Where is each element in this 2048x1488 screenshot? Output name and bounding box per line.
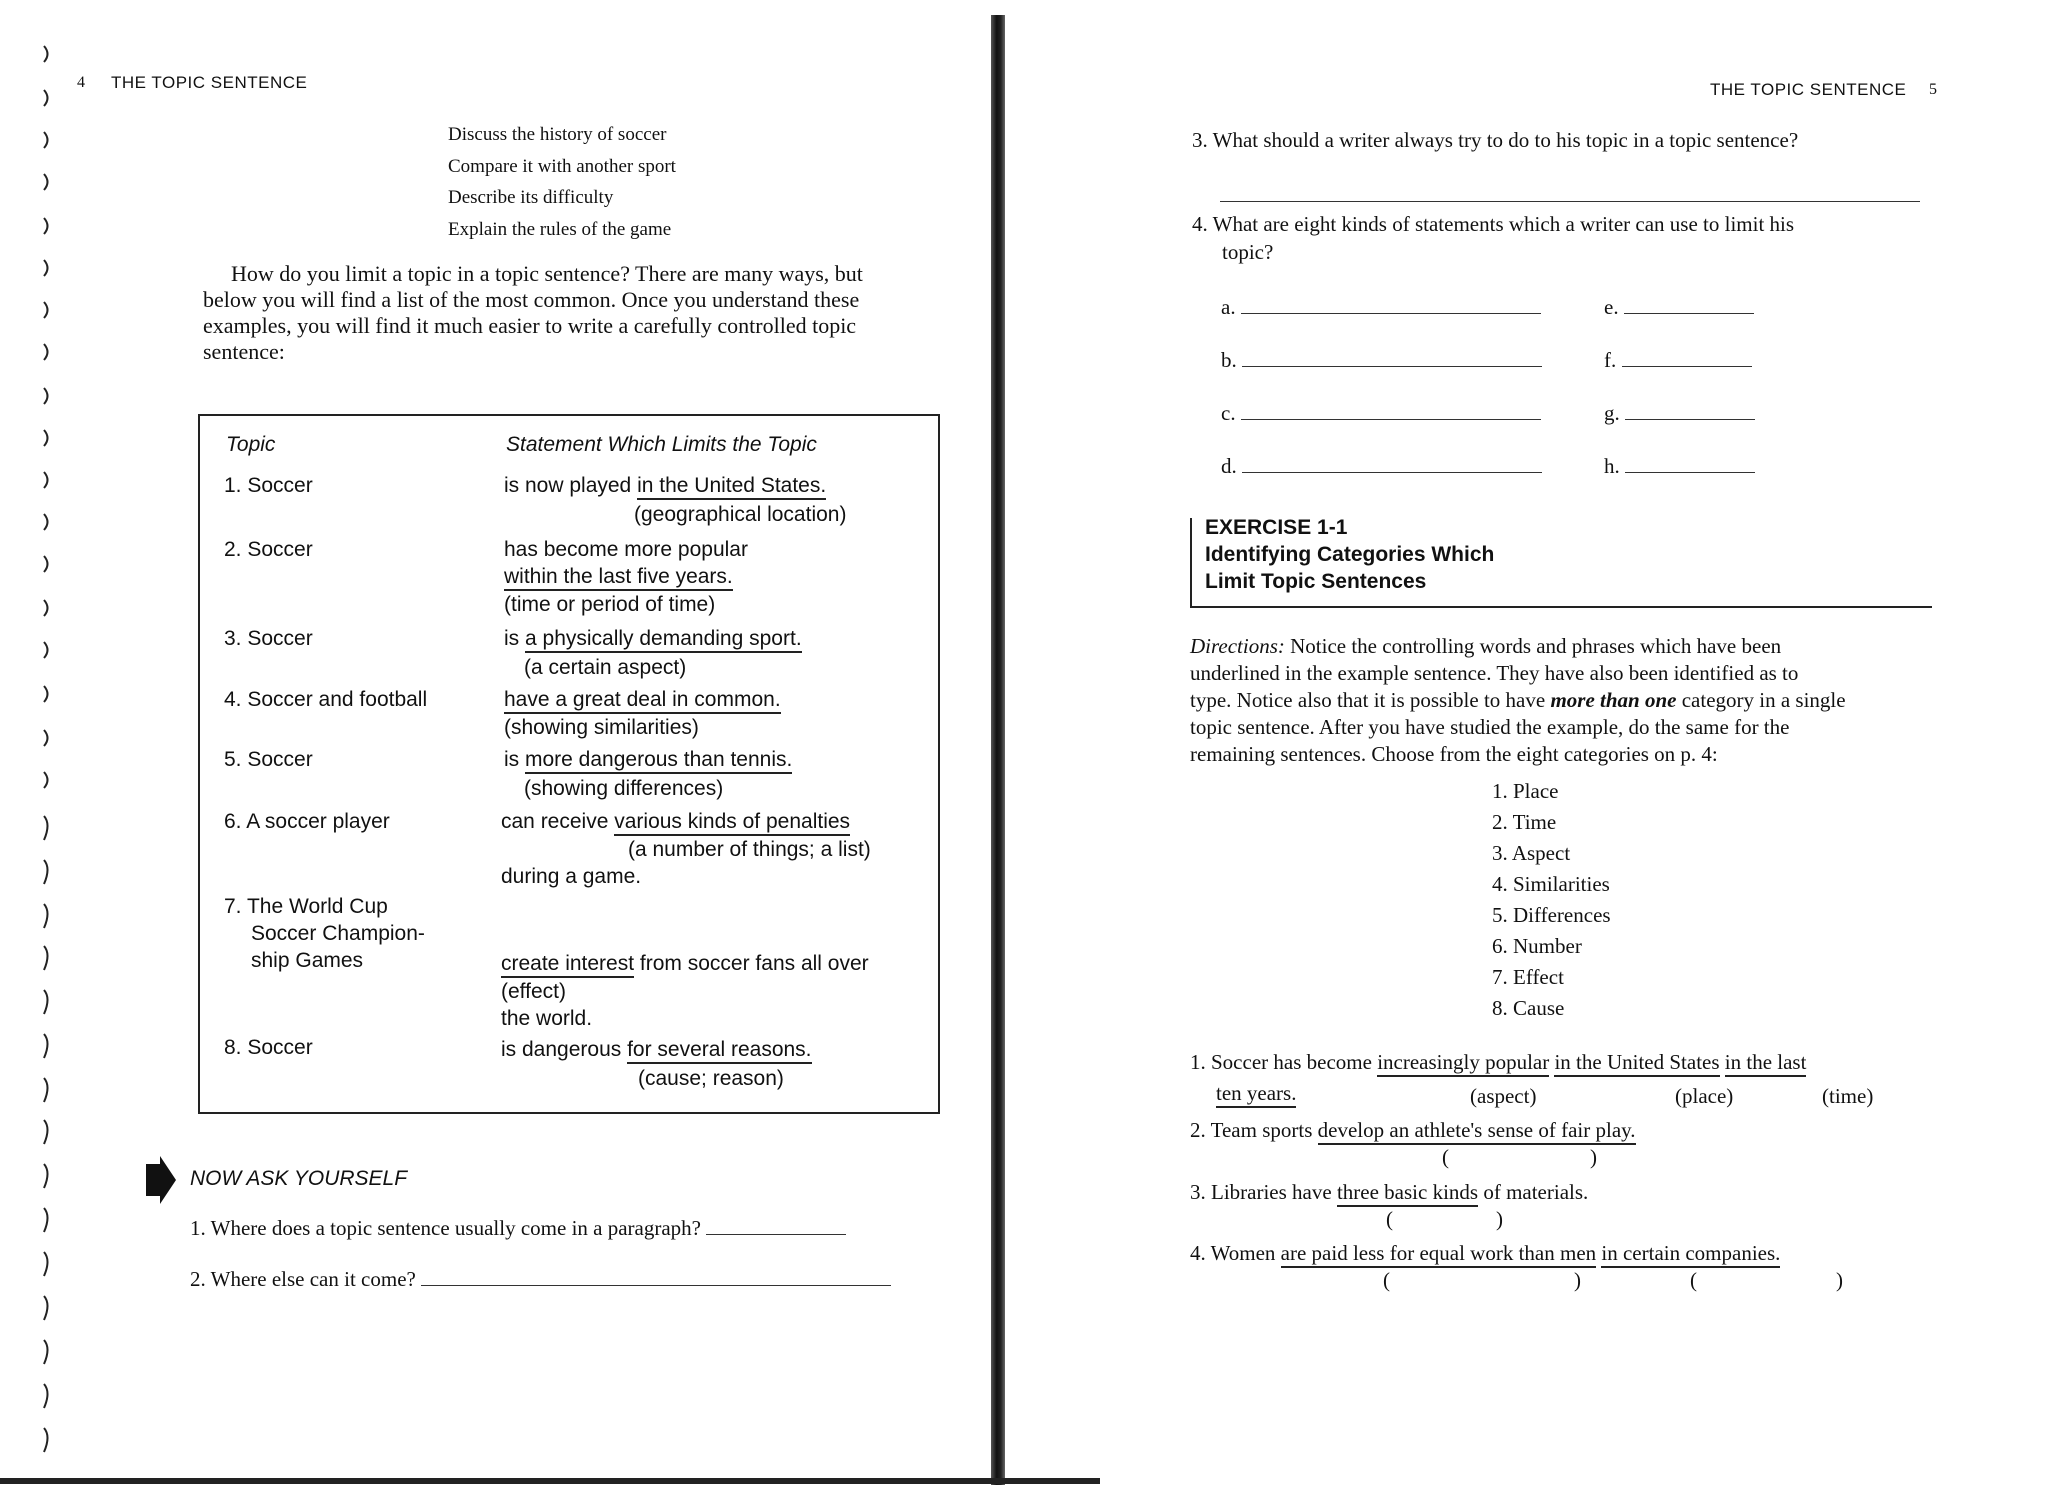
answer-blank[interactable]	[1624, 311, 1754, 314]
page-number: 5	[1929, 81, 1937, 98]
category-label: (geographical location)	[634, 503, 847, 526]
question	[190, 1216, 846, 1241]
close-paren: )	[1574, 1268, 1581, 1292]
list-item: Describe its difficulty	[448, 187, 614, 208]
row-topic: Soccer and football	[247, 688, 428, 711]
question-number: 1.	[190, 1216, 206, 1240]
question	[1192, 128, 1798, 153]
directions-label: Directions:	[1190, 634, 1285, 658]
underlined-phrase: in the last	[1725, 1050, 1807, 1077]
answer-blank[interactable]	[1625, 470, 1755, 473]
binding-ring-marks	[40, 40, 56, 1460]
statement-text: is	[504, 748, 525, 771]
blank-row	[1221, 348, 1542, 373]
underlined-phrase: three basic kinds	[1337, 1180, 1478, 1207]
list-item: 7. Effect	[1492, 965, 1564, 989]
category-label: (effect)	[501, 980, 566, 1003]
underlined-phrase: create interest	[501, 952, 634, 978]
underlined-phrase: in certain companies.	[1601, 1241, 1780, 1268]
running-header: THE TOPIC SENTENCE	[1710, 80, 1907, 99]
answer-blank[interactable]	[1242, 470, 1542, 473]
question-text: Where does a topic sentence usually come in a paragraph?	[210, 1216, 701, 1240]
close-paren: )	[1496, 1207, 1503, 1231]
category-label: (showing differences)	[524, 777, 724, 800]
underlined-phrase: have a great deal in common.	[504, 688, 781, 714]
close-paren: )	[1590, 1145, 1597, 1169]
category-label: (a number of things; a list)	[628, 838, 871, 861]
blank-letter: f.	[1604, 348, 1617, 372]
underlined-phrase: in the United States.	[637, 474, 826, 500]
list-item: 3. Aspect	[1492, 841, 1571, 865]
answer-blank[interactable]	[1622, 364, 1752, 367]
row-topic: Soccer	[247, 538, 313, 561]
paragraph-line: sentence:	[203, 339, 285, 364]
row-number: 7.	[224, 895, 242, 918]
list-item: 2. Time	[1492, 810, 1557, 834]
blank-row	[1604, 401, 1755, 426]
open-paren: (	[1442, 1145, 1449, 1169]
row-number: 5.	[224, 748, 242, 771]
answer-blank[interactable]	[421, 1283, 891, 1286]
row-topic: Soccer	[247, 474, 313, 497]
row-number: 3.	[224, 627, 242, 650]
sentence-number: 3.	[1190, 1180, 1206, 1204]
row-topic: Soccer	[247, 627, 313, 650]
paragraph-line: topic sentence. After you have studied the example, do the same for the	[1190, 715, 1790, 739]
exercise-title: EXERCISE 1-1	[1205, 516, 1348, 539]
paragraph-line: type. Notice also that it is possible to have	[1190, 688, 1551, 712]
blank-row	[1221, 401, 1541, 426]
row-topic: ship Games	[251, 949, 364, 972]
category-answer: (time)	[1822, 1084, 1874, 1108]
blank-letter: g.	[1604, 401, 1620, 425]
statement-text: during a game.	[501, 865, 642, 888]
ask-heading: NOW ASK YOURSELF	[190, 1167, 408, 1190]
question	[1192, 212, 1794, 237]
row-topic: Soccer	[247, 1036, 313, 1059]
arrow-icon	[144, 1154, 178, 1211]
page-bottom-edge	[0, 1478, 1100, 1484]
blank-row	[1604, 348, 1752, 373]
close-paren: )	[1836, 1268, 1843, 1292]
question-text: Where else can it come?	[210, 1267, 416, 1291]
blank-row	[1604, 295, 1754, 320]
paragraph-line: How do you limit a topic in a topic sentence? There are many ways, but	[231, 261, 863, 286]
row-number: 4.	[224, 688, 242, 711]
underlined-phrase: for several reasons.	[627, 1038, 811, 1064]
table-header-topic: Topic	[226, 433, 276, 456]
exercise-subtitle: Limit Topic Sentences	[1205, 570, 1427, 593]
answer-blank[interactable]	[1241, 311, 1541, 314]
book-gutter	[991, 15, 1005, 1485]
row-topic: A soccer player	[246, 810, 390, 833]
sentence-text: Women	[1210, 1241, 1281, 1265]
answer-blank[interactable]	[1242, 364, 1542, 367]
sentence-number: 1.	[1190, 1050, 1206, 1074]
exercise-subtitle: Identifying Categories Which	[1205, 543, 1495, 566]
question-number: 4.	[1192, 212, 1208, 236]
list-item: 5. Differences	[1492, 903, 1611, 927]
sentence-text: of materials.	[1478, 1180, 1589, 1204]
list-item: Explain the rules of the game	[448, 219, 672, 240]
statement-text: is now played	[504, 474, 638, 497]
row-topic: Soccer Champion-	[251, 922, 425, 945]
paragraph-line: Notice the controlling words and phrases which have been	[1284, 634, 1782, 658]
row-number: 8.	[224, 1036, 242, 1059]
sentence-number: 4.	[1190, 1241, 1206, 1265]
page-number: 4	[77, 74, 85, 91]
answer-blank[interactable]	[1220, 199, 1920, 202]
statement-text: has become more popular	[504, 538, 748, 561]
blank-letter: a.	[1221, 295, 1236, 319]
underlined-phrase: within the last five years.	[504, 565, 733, 591]
list-item: 8. Cause	[1492, 996, 1565, 1020]
underlined-phrase: a physically demanding sport.	[525, 627, 802, 653]
category-label: (cause; reason)	[638, 1067, 784, 1090]
statement-text: is dangerous	[501, 1038, 628, 1061]
underlined-phrase: in the United States	[1554, 1050, 1719, 1077]
list-item: 6. Number	[1492, 934, 1582, 958]
open-paren: (	[1690, 1268, 1697, 1292]
running-header: THE TOPIC SENTENCE	[111, 73, 308, 92]
question-number: 2.	[190, 1267, 206, 1291]
statement-text: the world.	[501, 1007, 593, 1030]
answer-blank[interactable]	[1241, 417, 1541, 420]
blank-letter: b.	[1221, 348, 1237, 372]
blank-row	[1604, 454, 1755, 479]
paragraph-line: category in a single	[1676, 688, 1846, 712]
paragraph-line: below you will find a list of the most common. Once you understand these	[203, 287, 860, 312]
row-number: 1.	[224, 474, 242, 497]
list-item: Discuss the history of soccer	[448, 124, 667, 145]
question	[190, 1267, 891, 1292]
statement-text: is	[504, 627, 525, 650]
underlined-phrase: more dangerous than tennis.	[525, 748, 792, 774]
open-paren: (	[1386, 1207, 1393, 1231]
sentence-text: Team sports	[1210, 1118, 1318, 1142]
sentence-text: Soccer has become	[1211, 1050, 1378, 1074]
list-item: Compare it with another sport	[448, 156, 676, 177]
answer-blank[interactable]	[706, 1232, 846, 1235]
row-topic: Soccer	[247, 748, 313, 771]
blank-letter: h.	[1604, 454, 1620, 478]
list-item: 4. Similarities	[1492, 872, 1610, 896]
category-label: (showing similarities)	[504, 716, 699, 739]
question-text: What should a writer always try to do to his topic in a topic sentence?	[1212, 128, 1799, 152]
blank-letter: d.	[1221, 454, 1237, 478]
blank-letter: c.	[1221, 401, 1236, 425]
row-number: 2.	[224, 538, 242, 561]
statement-text: from soccer fans all over	[634, 952, 869, 975]
underlined-phrase: increasingly popular	[1377, 1050, 1549, 1077]
category-label: (time or period of time)	[504, 593, 716, 616]
sentence-text: Libraries have	[1211, 1180, 1337, 1204]
category-label: (a certain aspect)	[524, 656, 687, 679]
open-paren: (	[1383, 1268, 1390, 1292]
question-text: What are eight kinds of statements which a writer can use to limit his	[1212, 212, 1795, 236]
blank-row	[1221, 454, 1542, 479]
row-topic: The World Cup	[246, 895, 388, 918]
row-number: 6.	[224, 810, 242, 833]
paragraph-line: underlined in the example sentence. They have also been identified as to	[1190, 661, 1799, 685]
underlined-phrase: ten years.	[1216, 1081, 1296, 1108]
answer-blank[interactable]	[1625, 417, 1755, 420]
underlined-phrase: various kinds of penalties	[614, 810, 850, 836]
underlined-phrase: develop an athlete's sense of fair play.	[1318, 1118, 1636, 1145]
blank-row	[1221, 295, 1541, 320]
question-number: 3.	[1192, 128, 1208, 152]
category-answer: (place)	[1675, 1084, 1734, 1108]
blank-letter: e.	[1604, 295, 1619, 319]
paragraph-line: remaining sentences. Choose from the eight categories on p. 4:	[1190, 742, 1718, 766]
paragraph-line: examples, you will find it much easier to write a carefully controlled topic	[203, 313, 857, 338]
question-text: topic?	[1222, 240, 1274, 264]
statement-text: can receive	[501, 810, 615, 833]
table-header-statement: Statement Which Limits the Topic	[506, 433, 817, 456]
emphasis-text: more than one	[1550, 688, 1677, 712]
underlined-phrase: are paid less for equal work than men	[1281, 1241, 1596, 1268]
list-item: 1. Place	[1492, 779, 1559, 803]
sentence-number: 2.	[1190, 1118, 1206, 1142]
category-answer: (aspect)	[1470, 1084, 1537, 1108]
